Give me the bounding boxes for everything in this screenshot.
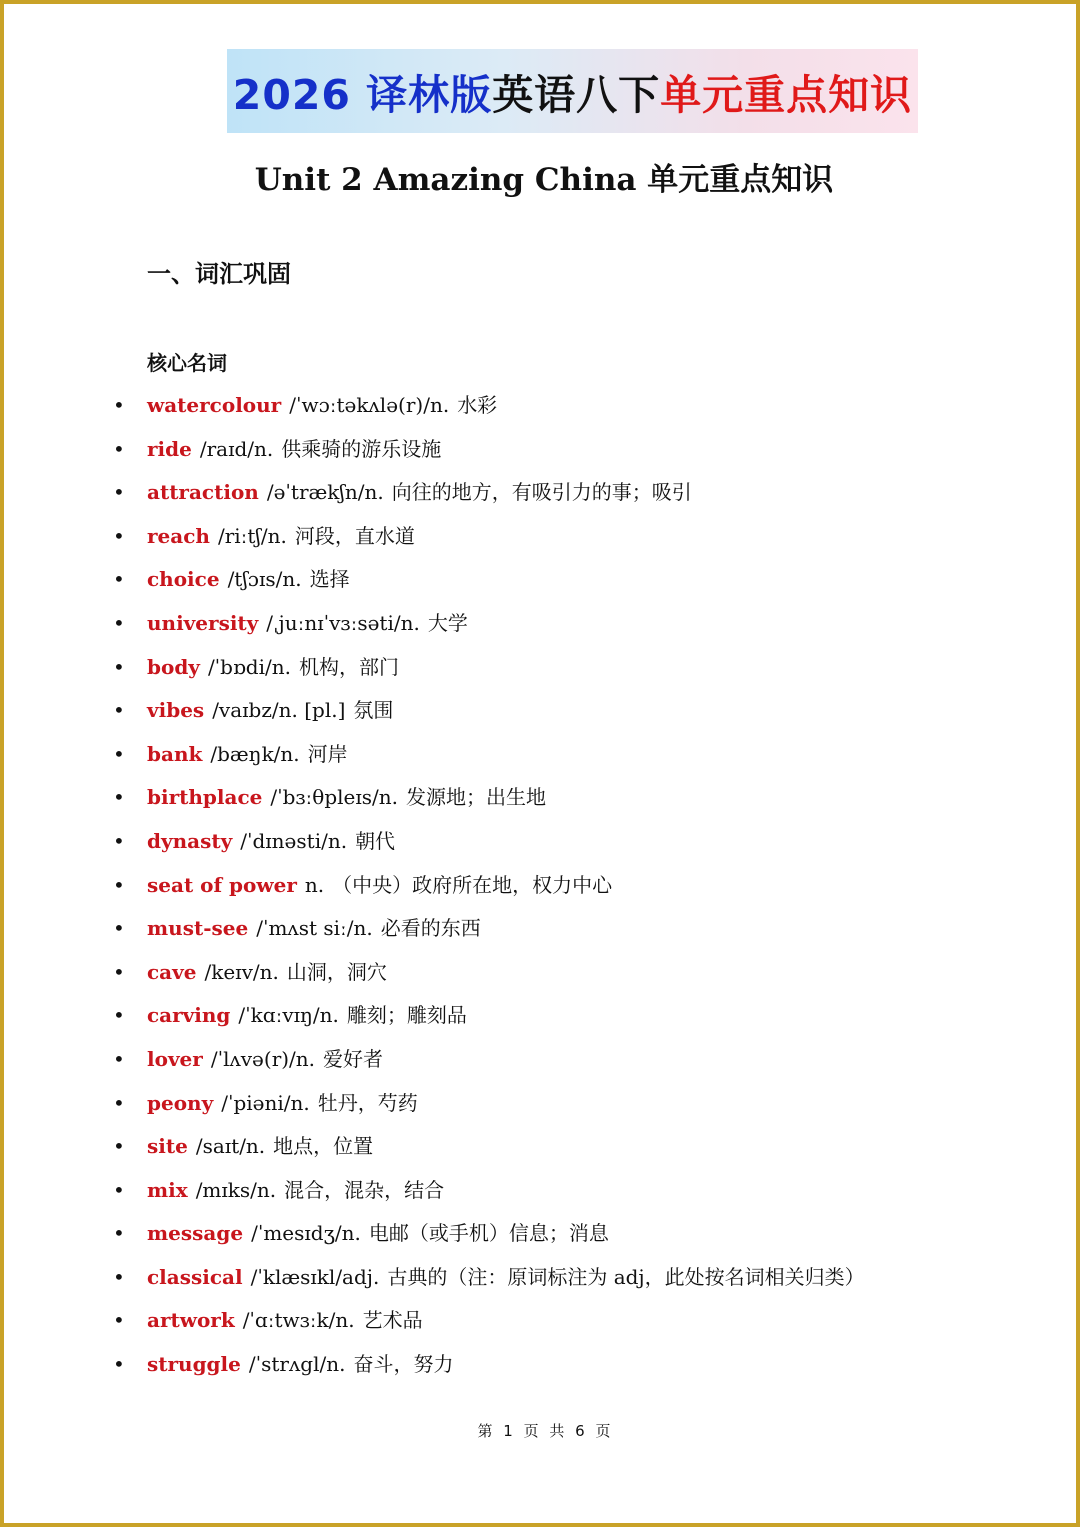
bullet-icon: •: [113, 610, 125, 635]
vocab-meaning: 机构，部门: [298, 654, 399, 679]
vocab-entry: [147, 1125, 373, 1169]
vocab-word: birthplace: [147, 785, 263, 810]
vocab-meaning: 向往的地方，有吸引力的事；吸引: [391, 480, 692, 505]
bullet-icon: •: [113, 785, 125, 810]
vocab-word: seat of power: [147, 872, 297, 897]
vocab-phonetic: /riːtʃ/n.: [217, 523, 287, 548]
vocab-entry: [147, 1038, 383, 1082]
section-heading: 一、词汇巩固: [147, 259, 291, 288]
list-item: [4, 994, 1080, 1038]
list-item: [4, 646, 1080, 690]
bullet-icon: •: [113, 436, 125, 461]
bullet-icon: •: [113, 1177, 125, 1202]
vocab-word: university: [147, 610, 259, 635]
bullet-icon: •: [113, 1308, 125, 1333]
vocab-meaning: 电邮（或手机）信息；消息: [368, 1221, 609, 1246]
vocab-phonetic: /mɪks/n.: [195, 1177, 277, 1202]
bullet-icon: •: [113, 393, 125, 417]
vocab-word: carving: [147, 1003, 231, 1028]
vocab-word: struggle: [147, 1352, 241, 1377]
list-item: [4, 1256, 1080, 1300]
vocab-entry: [147, 864, 612, 908]
bullet-icon: •: [113, 1046, 125, 1071]
vocab-entry: [147, 1169, 444, 1213]
vocab-meaning: 必看的东西: [380, 916, 481, 941]
vocab-word: mix: [147, 1177, 188, 1202]
list-item: [4, 1169, 1080, 1213]
bullet-icon: •: [113, 523, 125, 548]
bullet-icon: •: [113, 1352, 125, 1377]
page-footer: 第 1 页 共 6 页: [477, 1422, 611, 1440]
bullet-icon: •: [113, 1090, 125, 1115]
vocab-entry: [147, 1299, 423, 1343]
list-item: [4, 1212, 1080, 1256]
vocab-entry: [147, 1082, 418, 1126]
vocab-phonetic: n.: [304, 872, 325, 897]
vocab-word: choice: [147, 567, 220, 592]
vocab-meaning: 雕刻；雕刻品: [346, 1003, 467, 1028]
vocab-word: vibes: [147, 698, 205, 723]
vocab-meaning: 山洞，洞穴: [286, 959, 387, 984]
vocab-phonetic: /ˌjuːnɪˈvɜːsəti/n.: [266, 610, 420, 635]
bullet-icon: •: [113, 1134, 125, 1159]
vocab-phonetic: /saɪt/n.: [195, 1134, 266, 1159]
bullet-icon: •: [113, 828, 125, 853]
list-item: [4, 515, 1080, 559]
vocab-entry: [147, 471, 692, 515]
vocab-entry: [147, 1212, 609, 1256]
vocab-meaning: 大学: [427, 610, 468, 635]
bullet-icon: •: [113, 916, 125, 941]
bullet-icon: •: [113, 1264, 125, 1289]
vocab-word: peony: [147, 1090, 214, 1115]
list-item: [4, 428, 1080, 472]
vocab-meaning: 牡丹，芍药: [317, 1090, 418, 1115]
vocab-entry: [147, 428, 441, 472]
vocab-entry: [147, 951, 387, 995]
vocab-phonetic: /ˈdɪnəsti/n.: [240, 828, 348, 853]
vocab-word: cave: [147, 959, 197, 984]
vocab-word: reach: [147, 523, 210, 548]
vocab-meaning: 混合，混杂，结合: [284, 1177, 445, 1202]
vocab-entry: [147, 776, 546, 820]
banner-grade: 英语八下: [492, 70, 661, 119]
vocab-word: message: [147, 1221, 244, 1246]
vocab-meaning: 河段，直水道: [294, 523, 415, 548]
unit-title: Unit 2 Amazing China 单元重点知识: [254, 162, 834, 198]
vocab-meaning: 古典的（注：原词标注为 adj，此处按名词相关归类）: [387, 1264, 865, 1289]
vocab-list: [4, 384, 1080, 1387]
bullet-icon: •: [113, 872, 125, 897]
bullet-icon: •: [113, 1221, 125, 1246]
title-banner: [227, 49, 918, 133]
list-item: [4, 602, 1080, 646]
bullet-icon: •: [113, 567, 125, 592]
vocab-word: bank: [147, 741, 203, 766]
bullet-icon: •: [113, 1003, 125, 1028]
vocab-meaning: （中央）政府所在地，权力中心: [332, 872, 613, 897]
vocab-phonetic: /ˈklæsɪkl/adj.: [250, 1264, 380, 1289]
vocab-word: watercolour: [147, 393, 282, 417]
vocab-phonetic: /ˈbɜːθpleɪs/n.: [270, 785, 399, 810]
vocab-entry: [147, 907, 481, 951]
vocab-entry: [147, 515, 415, 559]
vocab-entry: [147, 994, 467, 1038]
vocab-meaning: 氛围: [353, 698, 394, 723]
vocab-phonetic: /ˈmʌst siː/n.: [256, 916, 373, 941]
vocab-entry: [147, 1343, 453, 1387]
vocab-phonetic: /ˈmesɪdʒ/n.: [251, 1221, 361, 1246]
vocab-phonetic: /ˈwɔːtəkʌlə(r)/n.: [289, 393, 450, 417]
list-item: [4, 558, 1080, 602]
vocab-phonetic: /ˈkɑːvɪŋ/n.: [238, 1003, 339, 1028]
vocab-entry: [147, 558, 350, 602]
vocab-meaning: 地点，位置: [273, 1134, 374, 1159]
vocab-phonetic: /raɪd/n.: [199, 436, 274, 461]
sub-heading: 核心名词: [147, 351, 227, 375]
vocab-entry: [147, 733, 348, 777]
vocab-entry: [147, 1256, 865, 1300]
vocab-phonetic: /vaɪbz/n. [pl.]: [212, 698, 346, 723]
list-item: [4, 384, 1080, 428]
list-item: [4, 689, 1080, 733]
banner-topic: 单元重点知识: [660, 70, 913, 119]
vocab-meaning: 艺术品: [362, 1308, 423, 1333]
list-item: [4, 907, 1080, 951]
vocab-meaning: 朝代: [355, 828, 396, 853]
bullet-icon: •: [113, 959, 125, 984]
vocab-word: dynasty: [147, 828, 233, 853]
vocab-phonetic: /ˈstrʌgl/n.: [248, 1352, 346, 1377]
list-item: [4, 864, 1080, 908]
bullet-icon: •: [113, 741, 125, 766]
list-item: [4, 1343, 1080, 1387]
vocab-phonetic: /ˈɑːtwɜːk/n.: [242, 1308, 355, 1333]
vocab-phonetic: /ˈpiəni/n.: [221, 1090, 310, 1115]
vocab-word: attraction: [147, 480, 259, 505]
vocab-meaning: 供乘骑的游乐设施: [281, 436, 442, 461]
vocab-entry: [147, 646, 399, 690]
vocab-word: lover: [147, 1046, 203, 1071]
vocab-phonetic: /tʃɔɪs/n.: [227, 567, 302, 592]
vocab-entry: [147, 602, 468, 646]
list-item: [4, 776, 1080, 820]
list-item: [4, 1038, 1080, 1082]
list-item: [4, 1299, 1080, 1343]
vocab-phonetic: /ˈlʌvə(r)/n.: [210, 1046, 316, 1071]
vocab-word: site: [147, 1134, 188, 1159]
vocab-word: classical: [147, 1264, 243, 1289]
vocab-entry: [147, 384, 497, 428]
vocab-phonetic: /bæŋk/n.: [210, 741, 300, 766]
vocab-meaning: 选择: [309, 567, 350, 592]
vocab-meaning: 水彩: [457, 393, 498, 417]
list-item: [4, 820, 1080, 864]
vocab-meaning: 河岸: [307, 741, 348, 766]
bullet-icon: •: [113, 654, 125, 679]
vocab-word: artwork: [147, 1308, 235, 1333]
vocab-word: body: [147, 654, 200, 679]
vocab-meaning: 爱好者: [323, 1046, 384, 1071]
vocab-phonetic: /əˈtrækʃn/n.: [266, 480, 384, 505]
list-item: [4, 471, 1080, 515]
list-item: [4, 1125, 1080, 1169]
bullet-icon: •: [113, 698, 125, 723]
bullet-icon: •: [113, 480, 125, 505]
banner-edition: 2026 译林版: [232, 70, 493, 119]
list-item: [4, 733, 1080, 777]
list-item: [4, 1082, 1080, 1126]
list-item: [4, 951, 1080, 995]
vocab-meaning: 发源地；出生地: [406, 785, 547, 810]
vocab-phonetic: /ˈbɒdi/n.: [207, 654, 291, 679]
vocab-entry: [147, 689, 393, 733]
vocab-entry: [147, 820, 395, 864]
vocab-word: ride: [147, 436, 192, 461]
vocab-phonetic: /keɪv/n.: [204, 959, 279, 984]
vocab-meaning: 奋斗，努力: [353, 1352, 454, 1377]
vocab-word: must-see: [147, 916, 249, 941]
